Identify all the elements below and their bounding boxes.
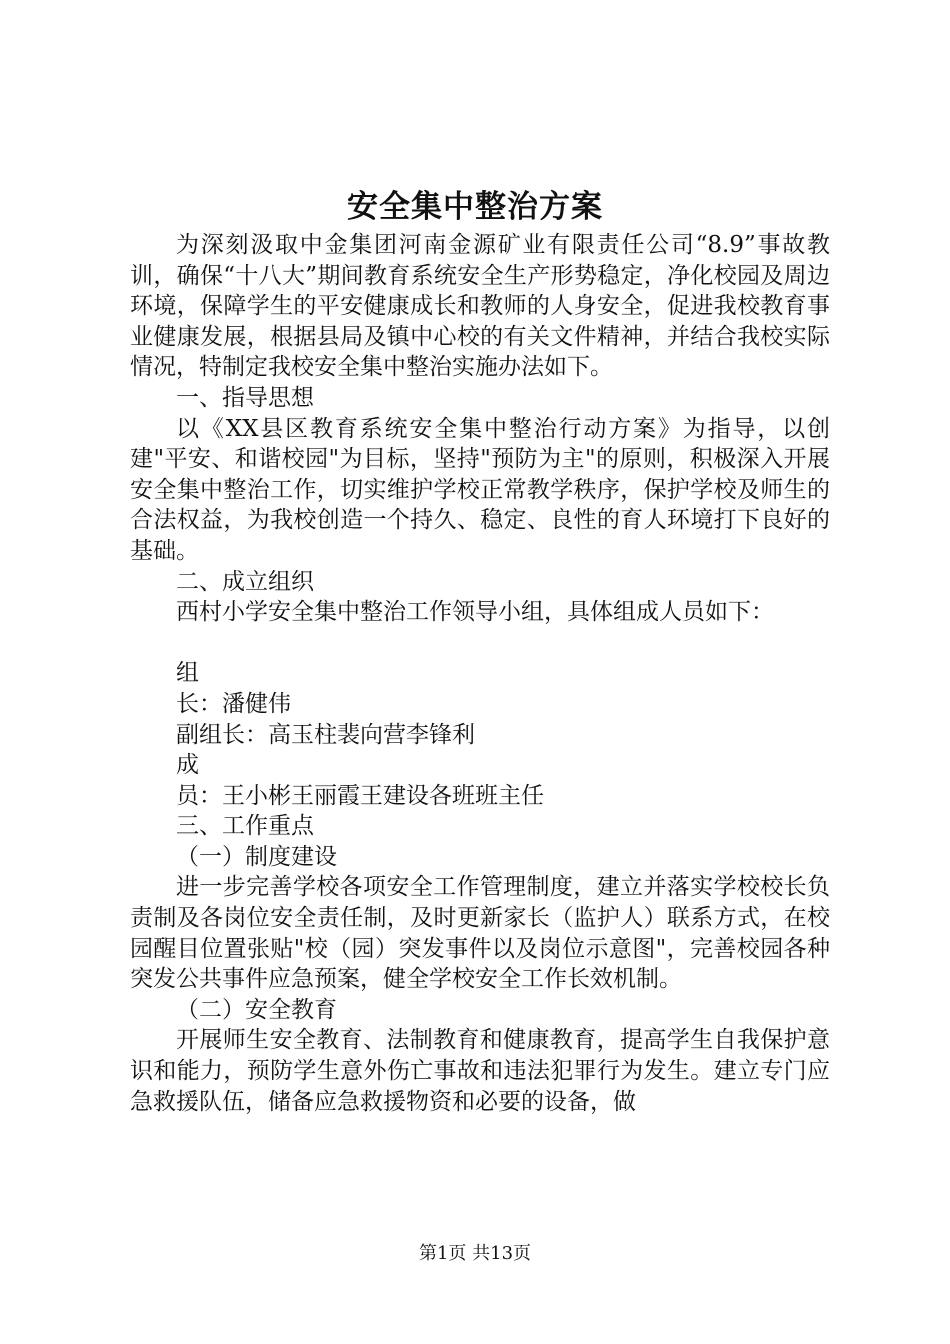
document-title: 安全集中整治方案 <box>347 189 603 225</box>
system-building-paragraph: 进一步完善学校各项安全工作管理制度，建立并落实学校校长负责制及各岗位安全责任制，及时更新家长（监护人）联系方式，在校园醒目位置张贴"校（园）突发事件以及岗位示意图"，完善校园各种突发公共事件应急预案，健全学校安全工作长效机制。 <box>130 874 830 993</box>
org-leader-name: 长：潘健伟 <box>176 690 291 717</box>
organization-paragraph: 西村小学安全集中整治工作领导小组，具体组成人员如下： <box>176 599 774 626</box>
section-heading-organization: 二、成立组织 <box>176 568 314 595</box>
org-members-names: 员：王小彬王丽霞王建设各班班主任 <box>176 782 544 809</box>
section-heading-work-focus: 三、工作重点 <box>176 813 314 840</box>
org-members-label: 成 <box>176 752 199 779</box>
subsection-heading-system-building: （一）制度建设 <box>176 843 337 870</box>
org-deputy-leaders: 副组长：高玉柱裴向营李锋利 <box>176 721 475 748</box>
guiding-ideology-paragraph: 以《XX县区教育系统安全集中整治行动方案》为指导，以创建"平安、和谐校园"为目标，坚持"预防为主"的原则，积极深入开展安全集中整治工作，切实维护学校正常教学秩序，保护学校及师生的合法权益，为我校创造一个持久、稳定、良性的育人环境打下良好的基础。 <box>130 415 830 564</box>
org-leader-label: 组 <box>176 660 199 687</box>
intro-paragraph: 为深刻汲取中金集团河南金源矿业有限责任公司“8.9”事故教训，确保“十八大”期间教育系统安全生产形势稳定，净化校园及周边环境，保障学生的平安健康成长和教师的人身安全，促进我校教育事业健康发展，根据县局及镇中心校的有关文件精神，并结合我校实际情况，特制定我校安全集中整治实施办法如下。 <box>130 232 830 381</box>
subsection-heading-safety-education: （二）安全教育 <box>176 996 337 1023</box>
safety-education-paragraph: 开展师生安全教育、法制教育和健康教育，提高学生自我保护意识和能力，预防学生意外伤亡事故和违法犯罪行为发生。建立专门应急救援队伍，储备应急救援物资和必要的设备，做 <box>130 1027 830 1115</box>
section-heading-guiding-ideology: 一、指导思想 <box>176 384 314 411</box>
page-number: 第1页 共13页 <box>418 1243 532 1264</box>
document-body <box>130 230 830 1117</box>
blank-line <box>130 628 830 659</box>
